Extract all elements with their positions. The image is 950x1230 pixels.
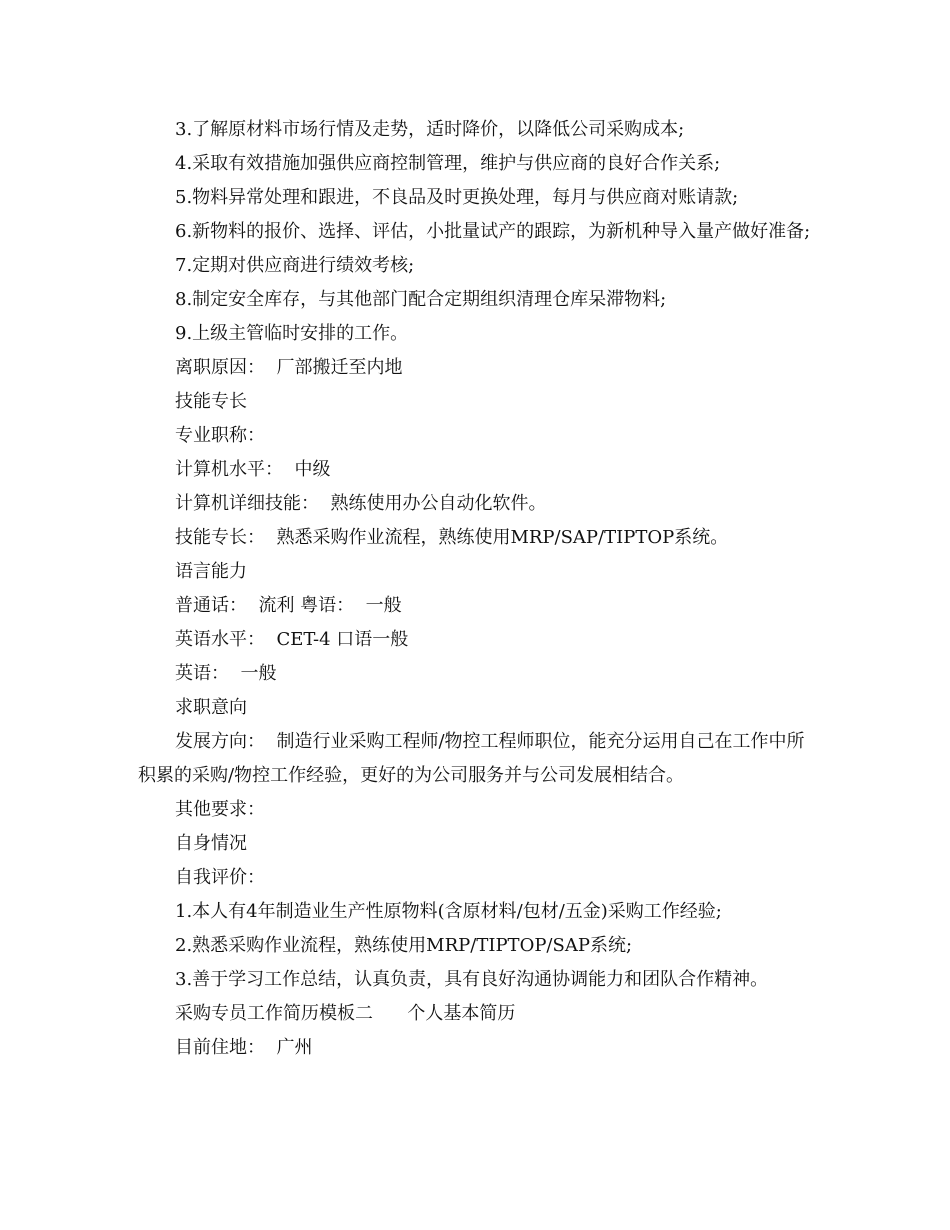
paragraph: 7.定期对供应商进行绩效考核; xyxy=(175,255,415,276)
paragraph: 9.上级主管临时安排的工作。 xyxy=(175,323,409,344)
paragraph: 自我评价： xyxy=(175,867,265,888)
paragraph: 英语： 一般 xyxy=(175,663,277,684)
paragraph: 3.善于学习工作总结，认真负责，具有良好沟通协调能力和团队合作精神。 xyxy=(175,969,769,990)
paragraph: 1.本人有4年制造业生产性原物料(含原材料/包材/五金)采购工作经验; xyxy=(175,901,722,922)
paragraph: 其他要求： xyxy=(175,799,265,820)
section-heading: 采购专员工作简历模板二 个人基本简历 xyxy=(175,1003,516,1024)
paragraph: 8.制定安全库存，与其他部门配合定期组织清理仓库呆滞物料; xyxy=(175,289,667,310)
section-heading: 自身情况 xyxy=(175,833,247,854)
paragraph: 发展方向： 制造行业采购工程师/物控工程师职位，能充分运用自己在工作中所积累的采购/物控工作经验，更好的为公司服务并与公司发展相结合。 xyxy=(138,731,805,786)
paragraph: 离职原因： 厂部搬迁至内地 xyxy=(175,357,403,378)
paragraph: 3.了解原材料市场行情及走势，适时降价，以降低公司采购成本; xyxy=(175,119,685,140)
paragraph: 计算机详细技能： 熟练使用办公自动化软件。 xyxy=(175,493,547,514)
paragraph: 专业职称： xyxy=(175,425,265,446)
paragraph: 5.物料异常处理和跟进，不良品及时更换处理，每月与供应商对账请款; xyxy=(175,187,739,208)
paragraph: 英语水平： CET-4 口语一般 xyxy=(175,629,409,650)
section-heading: 求职意向 xyxy=(175,697,247,718)
paragraph: 2.熟悉采购作业流程，熟练使用MRP/TIPTOP/SAP系统; xyxy=(175,935,633,956)
document-body xyxy=(138,113,818,1065)
section-heading: 语言能力 xyxy=(175,561,247,582)
paragraph: 目前住地： 广州 xyxy=(175,1037,313,1058)
paragraph: 技能专长： 熟悉采购作业流程，熟练使用MRP/SAP/TIPTOP系统。 xyxy=(175,527,729,548)
paragraph: 普通话： 流利 粤语： 一般 xyxy=(175,595,402,616)
paragraph: 计算机水平： 中级 xyxy=(175,459,331,480)
section-heading: 技能专长 xyxy=(175,391,247,412)
paragraph: 6.新物料的报价、选择、评估，小批量试产的跟踪，为新机种导入量产做好准备; xyxy=(175,221,811,242)
paragraph: 4.采取有效措施加强供应商控制管理，维护与供应商的良好合作关系; xyxy=(175,153,721,174)
